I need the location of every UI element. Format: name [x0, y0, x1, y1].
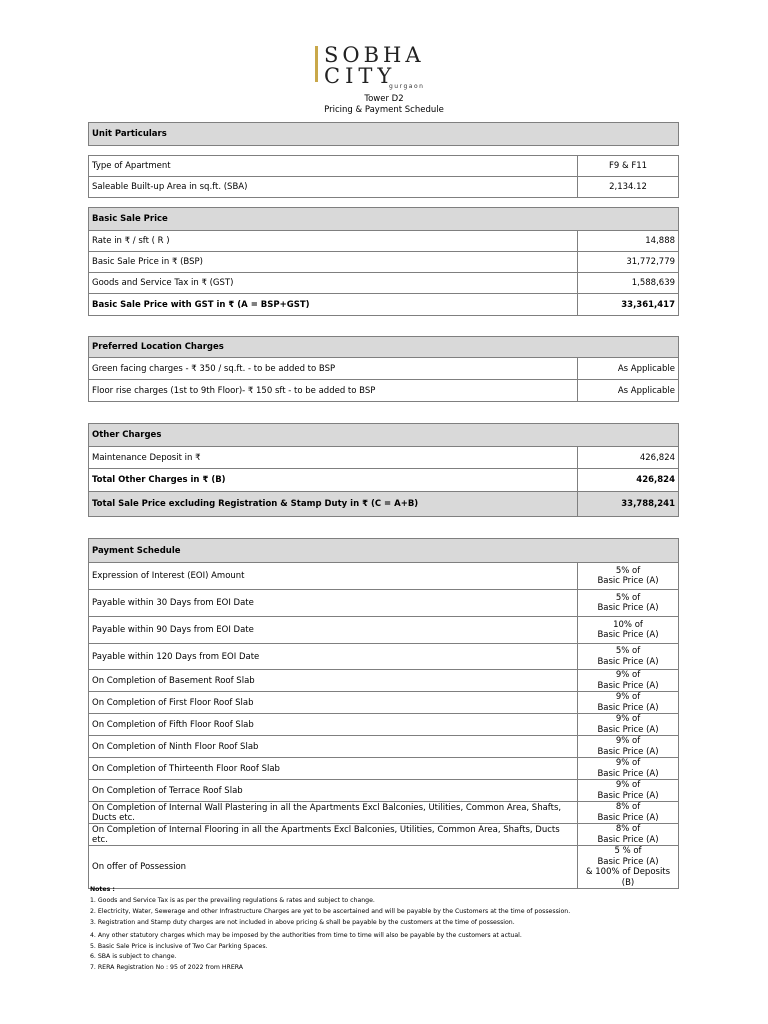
row-value: 1,588,639 [578, 273, 679, 294]
row-label: Goods and Service Tax in ₹ (GST) [89, 273, 578, 294]
row-value: 2,134.12 [578, 177, 679, 198]
row-value: As Applicable [578, 358, 679, 380]
row-value: 33,361,417 [578, 294, 679, 316]
section-heading: Unit Particulars [89, 123, 679, 146]
basic-sale-price-table [88, 207, 679, 316]
percent-line: 9% of [615, 758, 641, 768]
plc-table [88, 336, 679, 402]
row-value [578, 802, 679, 824]
table-row [89, 758, 679, 780]
basis-line: Basic Price (A) [597, 702, 659, 713]
table-row [89, 780, 679, 802]
percent-line: 10% of [613, 619, 643, 630]
table-row [89, 736, 679, 758]
basis-line: Basic Price (A) [597, 856, 659, 867]
basis-line: Basic Price (A) [597, 603, 659, 613]
table-row [89, 714, 679, 736]
basis-line: Basic Price (A) [597, 656, 659, 667]
table-row [89, 447, 679, 469]
table-row [89, 590, 679, 617]
row-value [578, 590, 679, 617]
table-row [89, 846, 679, 889]
basis-line: Basic Price (A) [597, 630, 659, 640]
row-label: Payable within 120 Days from EOI Date [89, 644, 578, 670]
payment-schedule-table [88, 538, 679, 889]
notes-section [90, 885, 690, 974]
table-row [89, 802, 679, 824]
row-label: Type of Apartment [89, 156, 578, 177]
row-label: Payable within 90 Days from EOI Date [89, 617, 578, 644]
row-value [578, 714, 679, 736]
row-label: Basic Sale Price with GST in ₹ (A = BSP+GST) [89, 294, 578, 316]
row-value [578, 644, 679, 670]
row-value [578, 758, 679, 780]
row-label: Basic Sale Price in ₹ (BSP) [89, 252, 578, 273]
table-row [89, 617, 679, 644]
basis-line: Basic Price (A) [597, 812, 659, 823]
row-value [578, 617, 679, 644]
row-value: As Applicable [578, 380, 679, 402]
note-item: 5. Basic Sale Price is inclusive of Two Car Parking Spaces. [90, 942, 268, 950]
logo-line-2: CITY [324, 64, 397, 88]
table-row [89, 563, 679, 590]
logo-accent-bar [315, 46, 318, 82]
row-label: On Completion of Internal Flooring in all the Apartments Excl Balconies, Utilities, Common Area, Shafts, Ducts etc. [89, 824, 578, 846]
row-value [578, 736, 679, 758]
row-label: Maintenance Deposit in ₹ [89, 447, 578, 469]
row-label: Total Other Charges in ₹ (B) [89, 469, 578, 492]
percent-line: 9% of [615, 736, 641, 746]
row-value [578, 670, 679, 692]
percent-line: 5 % of [614, 846, 642, 856]
note-item: 2. Electricity, Water, Sewerage and other Infrastructure Charges are yet to be ascertained and will be payable by the Customers at the time of possession. [90, 907, 571, 915]
table-row [89, 469, 679, 492]
percent-line: 8% of [615, 802, 641, 812]
row-label: Total Sale Price excluding Registration & Stamp Duty in ₹ (C = A+B) [89, 492, 578, 517]
tower-title: Tower D2 [364, 94, 404, 104]
table-row [89, 380, 679, 402]
document-subtitle: Pricing & Payment Schedule [324, 105, 444, 115]
row-value: 14,888 [578, 231, 679, 252]
row-value [578, 563, 679, 590]
row-label: Green facing charges - ₹ 350 / sq.ft. - to be added to BSP [89, 358, 578, 380]
table-row [89, 692, 679, 714]
basis-line: Basic Price (A) [597, 724, 659, 735]
basis-line: Basic Price (A) [597, 790, 659, 801]
note-item: 6. SBA is subject to change. [90, 953, 177, 961]
row-value: 31,772,779 [578, 252, 679, 273]
row-label: On Completion of Ninth Floor Roof Slab [89, 736, 578, 758]
row-label: Payable within 30 Days from EOI Date [89, 590, 578, 617]
row-value [578, 824, 679, 846]
percent-line: 9% of [615, 714, 641, 724]
percent-line: 9% of [615, 670, 641, 680]
row-label: On Completion of First Floor Roof Slab [89, 692, 578, 714]
row-label: On Completion of Thirteenth Floor Roof Slab [89, 758, 578, 780]
notes-heading: Notes : [90, 886, 115, 893]
table-row [89, 492, 679, 517]
row-value: 426,824 [578, 447, 679, 469]
row-label: On offer of Possession [89, 846, 578, 889]
table-row [89, 644, 679, 670]
row-value [578, 846, 679, 889]
percent-line: 5% of [615, 646, 641, 656]
row-label: On Completion of Basement Roof Slab [89, 670, 578, 692]
note-item: 4. Any other statutory charges which may be imposed by the authorities from time to time will also be payable by the customers at actual. [90, 931, 522, 939]
table-row [89, 294, 679, 316]
row-label: Saleable Built-up Area in sq.ft. (SBA) [89, 177, 578, 198]
section-heading: Payment Schedule [89, 539, 679, 563]
basis-line: Basic Price (A) [597, 768, 659, 779]
spacer [89, 146, 679, 156]
logo-line-1: SOBHA [324, 43, 425, 67]
row-label: Floor rise charges (1st to 9th Floor)- ₹ 150 sft - to be added to BSP [89, 380, 578, 402]
percent-line: 9% of [615, 692, 641, 702]
basis-line: Basic Price (A) [597, 746, 659, 757]
table-row [89, 824, 679, 846]
row-value [578, 780, 679, 802]
table-row [89, 231, 679, 252]
table-row [89, 273, 679, 294]
basis-line: Basic Price (A) [597, 834, 659, 845]
row-value: F9 & F11 [578, 156, 679, 177]
percent-line: 8% of [615, 824, 641, 834]
table-row [89, 670, 679, 692]
percent-line: 9% of [615, 780, 641, 790]
row-value: 426,824 [578, 469, 679, 492]
note-item: 7. RERA Registration No : 95 of 2022 from HRERA [90, 964, 244, 972]
section-heading: Other Charges [89, 424, 679, 447]
percent-line: 5% of [615, 592, 641, 603]
table-row [89, 177, 679, 198]
percent-line: 5% of [615, 565, 641, 576]
sobha-city-logo [315, 44, 455, 92]
table-row [89, 358, 679, 380]
other-charges-table [88, 423, 679, 517]
logo-line-3: gurgaon [389, 83, 425, 90]
note-item: 3. Registration and Stamp duty charges are not included in above pricing & shall be payable by the customers at the time of possession. [90, 918, 515, 926]
unit-particulars-table [88, 122, 679, 198]
section-heading: Preferred Location Charges [89, 337, 679, 358]
row-label: Rate in ₹ / sft ( R ) [89, 231, 578, 252]
basis-line: Basic Price (A) [597, 576, 659, 586]
deposit-line: & 100% of Deposits (B) [585, 867, 671, 888]
note-item: 1. Goods and Service Tax is as per the prevailing regulations & rates and subject to change. [90, 896, 375, 904]
row-label: Expression of Interest (EOI) Amount [89, 563, 578, 590]
row-label: On Completion of Terrace Roof Slab [89, 780, 578, 802]
row-value [578, 692, 679, 714]
table-row [89, 156, 679, 177]
table-row [89, 252, 679, 273]
basis-line: Basic Price (A) [597, 680, 659, 691]
row-label: On Completion of Internal Wall Plastering in all the Apartments Excl Balconies, Utilities, Common Area, Shafts, Ducts etc. [89, 802, 578, 824]
row-label: On Completion of Fifth Floor Roof Slab [89, 714, 578, 736]
section-heading: Basic Sale Price [89, 208, 679, 231]
row-value: 33,788,241 [578, 492, 679, 517]
